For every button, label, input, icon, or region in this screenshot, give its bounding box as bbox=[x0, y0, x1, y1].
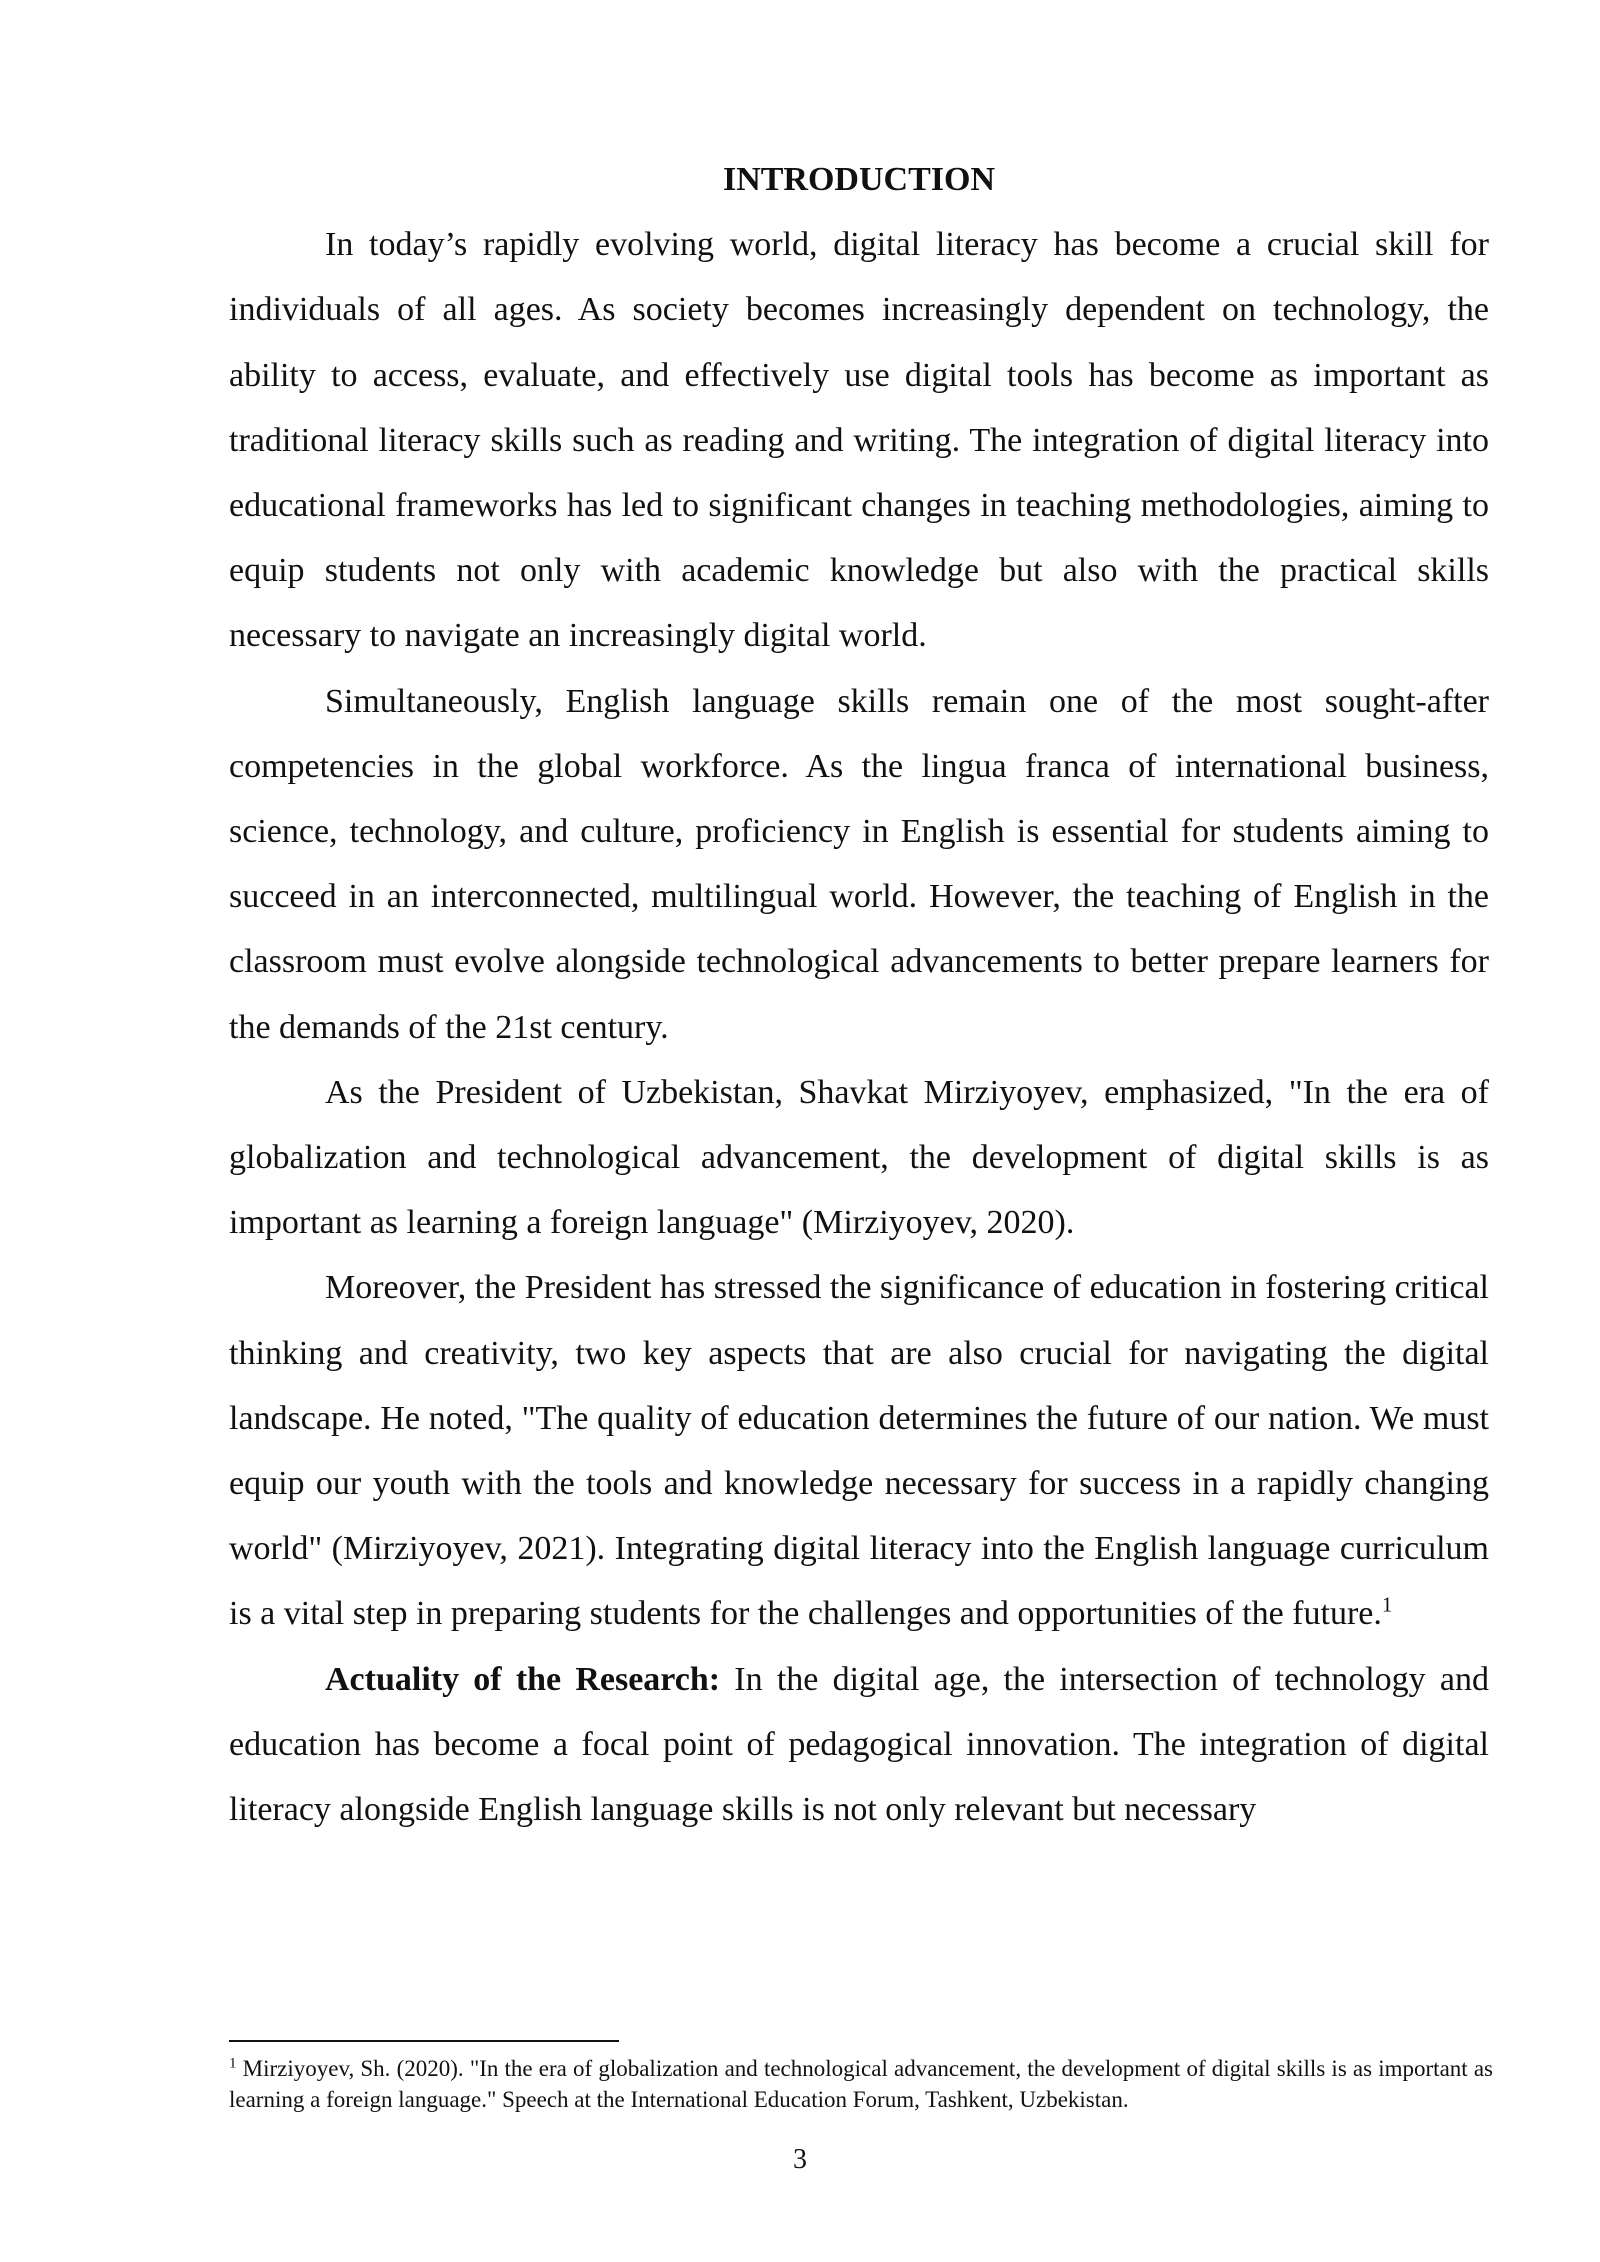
footnote-text: Mirziyoyev, Sh. (2020). "In the era of globalization and technological advancement, the development of digital skills is as important as learning a foreign language." Speech at the International Education Forum, Tashkent, Uzbekistan. bbox=[229, 2056, 1493, 2112]
section-heading: INTRODUCTION bbox=[722, 161, 996, 198]
footnote-number: 1 bbox=[229, 2055, 237, 2072]
paragraph-english-skills: Simultaneously, English language skills remain one of the most sought-after competencies in the global workforce. As the lingua franca of international business, science, technology, and culture, proficiency in English is essential for students aiming to succeed in an interconnected, multilingual world. However, the teaching of English in the classroom must evolve alongside technological advancements to better prepare learners for the demands of the 21st century. bbox=[229, 682, 1489, 1046]
footnote-divider bbox=[229, 2040, 619, 2042]
body-text bbox=[229, 147, 1489, 1842]
paragraph-actuality bbox=[229, 1647, 1489, 1843]
actuality-heading: Actuality of the Research: bbox=[325, 1660, 721, 1698]
paragraph-actuality-text: In the digital age, the intersection of technology and education has become a focal point of pedagogical innovation. The integration of digital literacy alongside English language skills is not only relevant but necessary bbox=[229, 1660, 1489, 1829]
paragraph-education-quality-text: Moreover, the President has stressed the significance of education in fostering critical thinking and creativity, two key aspects that are also crucial for navigating the digital landscape. He noted, "The quality of education determines the future of our nation. We must equip our youth with the tools and knowledge necessary for success in a rapidly changing world" (Mirziyoyev, 2021). Integrating digital literacy into the English language curriculum is a vital step in preparing students for the challenges and opportunities of the future. bbox=[229, 1269, 1489, 1633]
paragraph-president-quote: As the President of Uzbekistan, Shavkat Mirziyoyev, emphasized, "In the era of globalization and technological advancement, the development of digital skills is as important as learning a foreign language" (Mirziyoyev, 2020). bbox=[229, 1073, 1489, 1242]
footnote bbox=[229, 2053, 1493, 2115]
paragraph-education-quality bbox=[229, 1255, 1489, 1646]
footnote-reference[interactable]: 1 bbox=[1381, 1593, 1393, 1618]
paragraph-digital-literacy: In today’s rapidly evolving world, digital literacy has become a crucial skill for individuals of all ages. As society becomes increasingly dependent on technology, the ability to access, evaluate, and effectively use digital tools has become as important as traditional literacy skills such as reading and writing. The integration of digital literacy into educational frameworks has led to significant changes in teaching methodologies, aiming to equip students not only with academic knowledge but also with the practical skills necessary to navigate an increasingly digital world. bbox=[229, 226, 1489, 655]
page-number: 3 bbox=[793, 2144, 807, 2175]
